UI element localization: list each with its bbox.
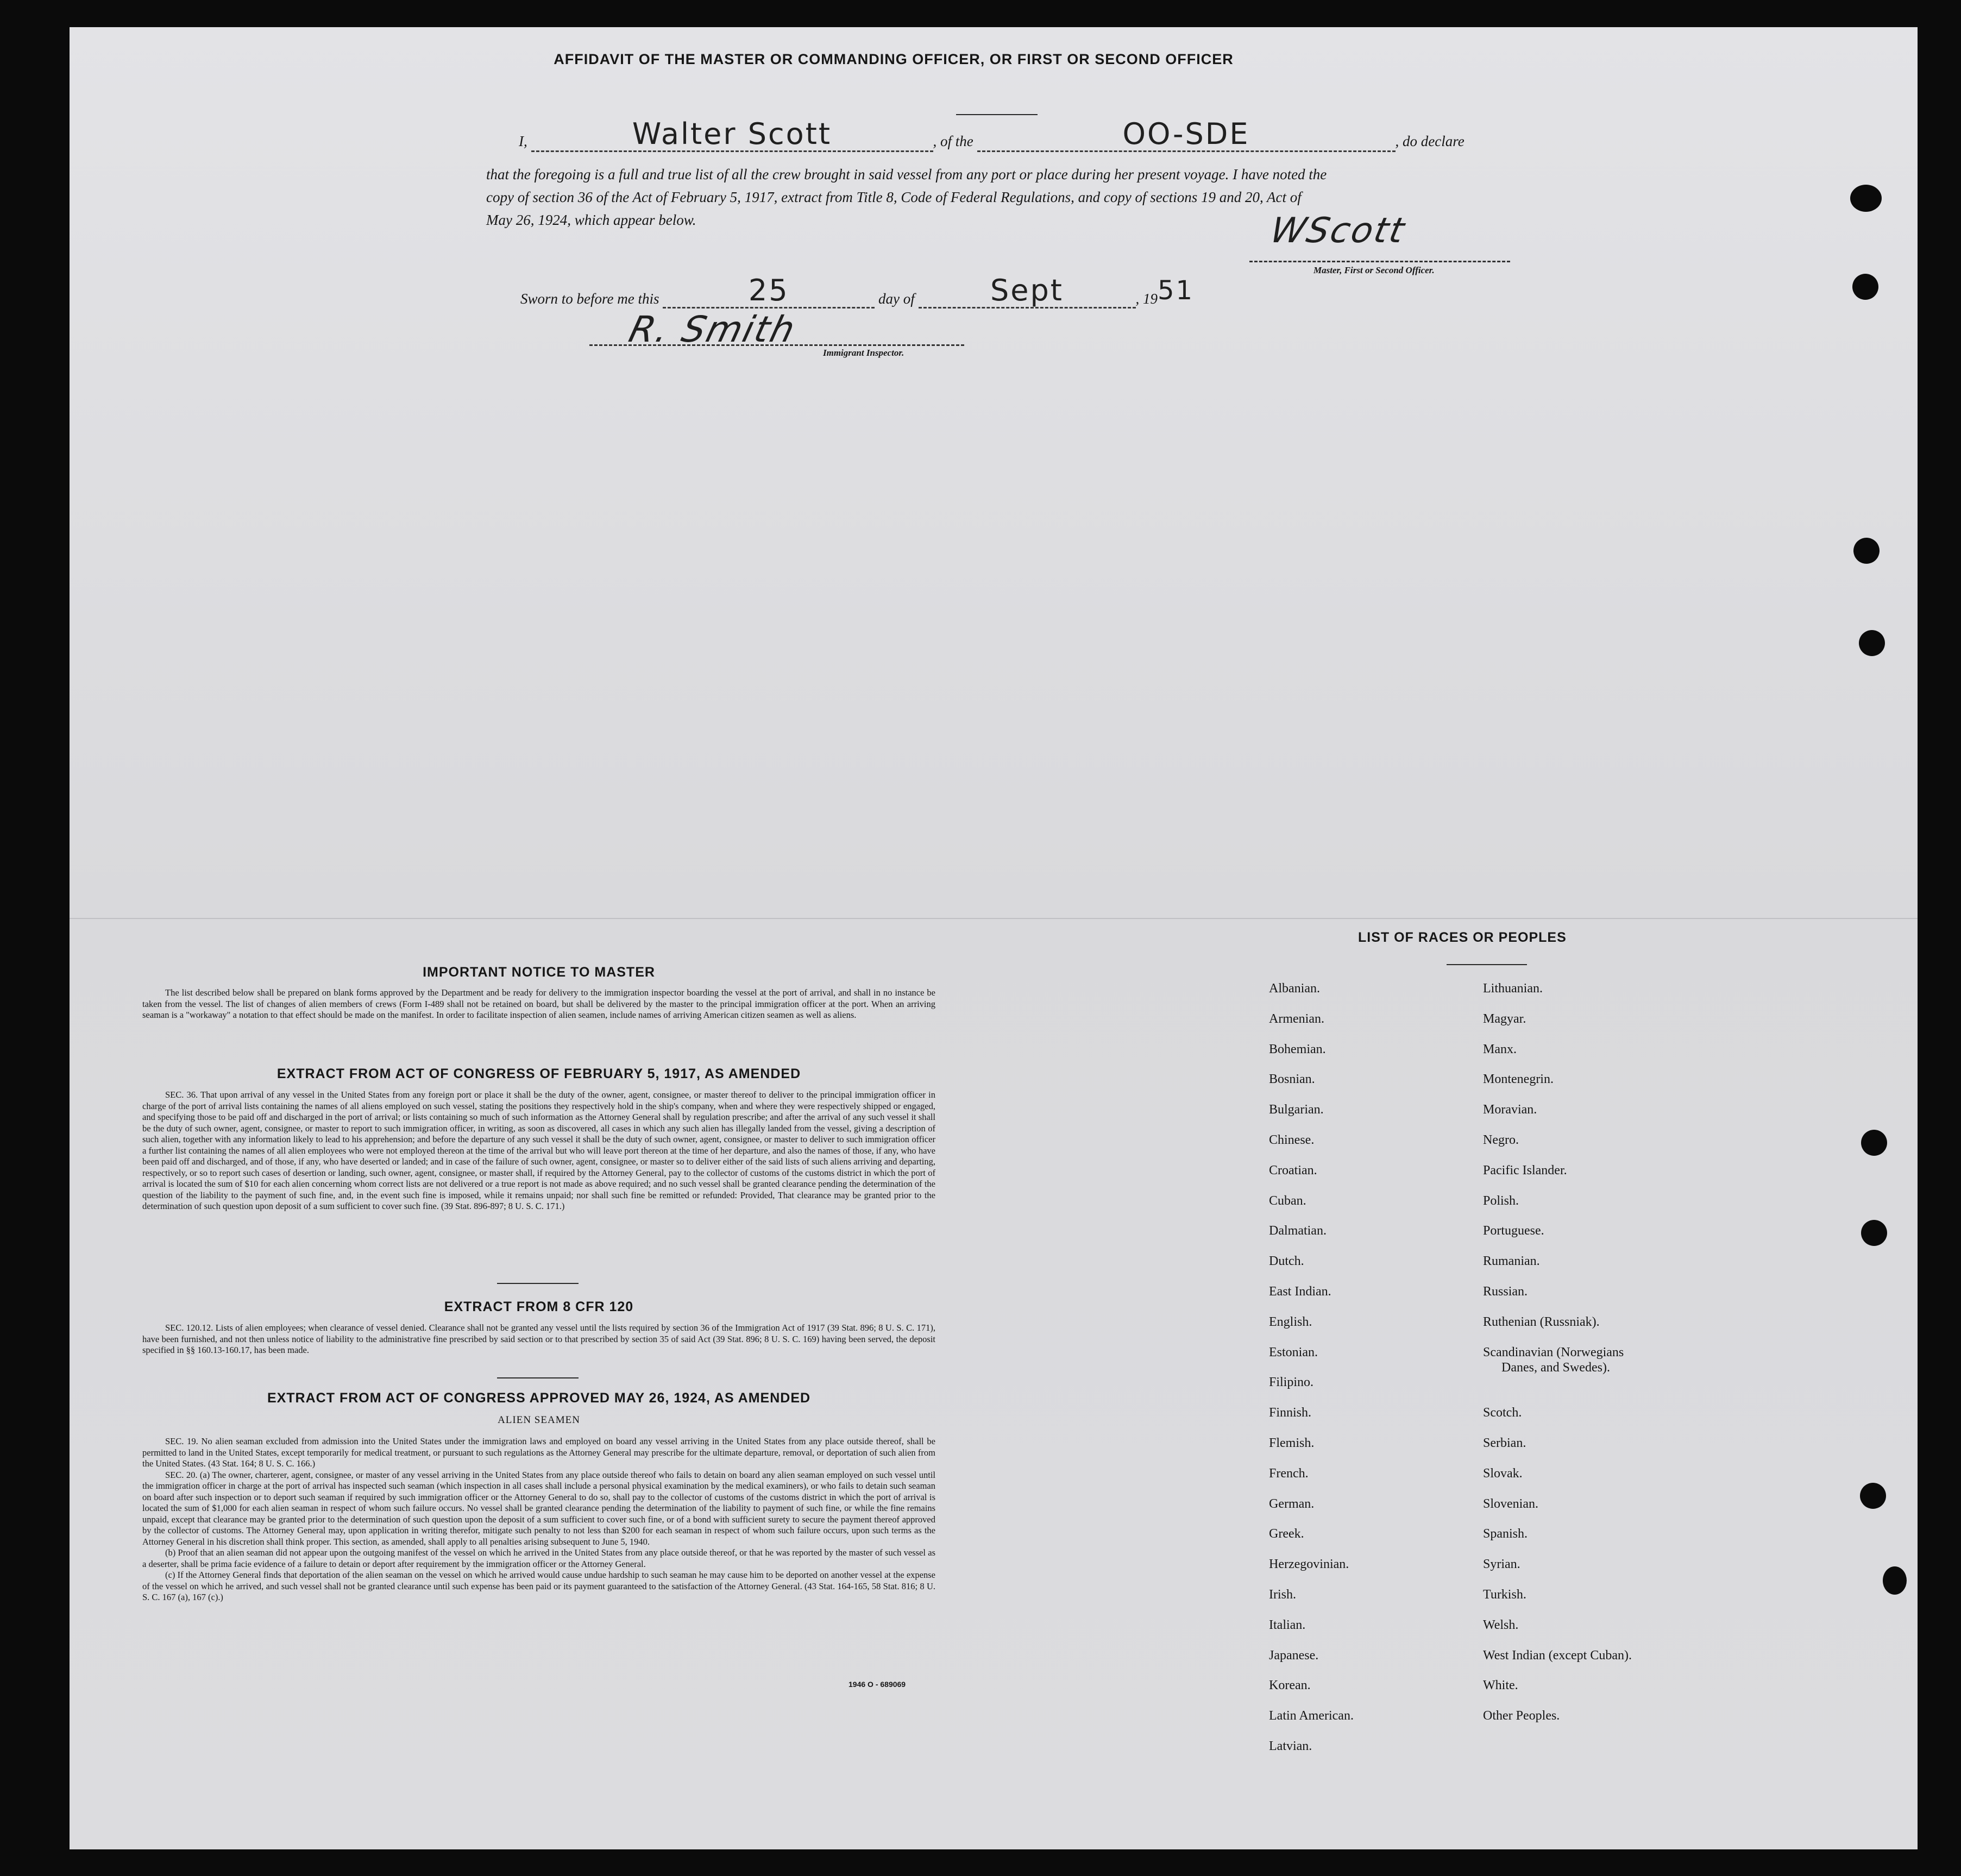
punch-hole bbox=[1860, 1483, 1886, 1509]
punch-hole bbox=[1852, 274, 1878, 300]
title-rule bbox=[956, 114, 1038, 115]
inspector-signature-line bbox=[589, 344, 964, 347]
punch-hole bbox=[1883, 1566, 1907, 1595]
race-item: Korean. bbox=[1269, 1678, 1311, 1693]
race-item: German. bbox=[1269, 1496, 1315, 1511]
of-the-label: , of the bbox=[933, 133, 973, 149]
race-item: Russian. bbox=[1483, 1285, 1528, 1299]
extract-1924-text bbox=[142, 1436, 935, 1603]
do-declare-label: , do declare bbox=[1395, 133, 1465, 149]
notice-text: The list described below shall be prepared on blank forms approved by the Department and be ready for delivery to the immigration inspector boarding the vessel at the port of arrival, and shall in no instance be taken from the vessel. The list of changes of alien members of crews (Form I-489 shall not be retained on board, but shall be delivered by the master to the principal immigration officer at the port. When an arriving seaman is a "workaway" a notation to that effect should be made on the manifest. In order to facilitate inspection of alien seamen, include names of arriving American citizen seamen as well as aliens. bbox=[142, 987, 935, 1020]
master-signature: WScott bbox=[1267, 211, 1410, 251]
races-title-rule bbox=[1447, 964, 1527, 965]
declaration-line bbox=[519, 117, 1518, 158]
notice-title: IMPORTANT NOTICE TO MASTER bbox=[423, 965, 655, 980]
master-signature-caption: Master, First or Second Officer. bbox=[1313, 265, 1435, 275]
race-item: Manx. bbox=[1483, 1042, 1517, 1056]
master-name-field bbox=[531, 117, 933, 152]
race-item: Dalmatian. bbox=[1269, 1224, 1327, 1238]
day-of-label: day of bbox=[878, 291, 915, 307]
races-title: LIST OF RACES OR PEOPLES bbox=[1358, 930, 1567, 945]
race-item: Italian. bbox=[1269, 1617, 1306, 1632]
race-item: West Indian (except Cuban). bbox=[1483, 1648, 1632, 1663]
section-rule-1 bbox=[497, 1283, 579, 1284]
race-item: Welsh. bbox=[1483, 1617, 1519, 1632]
section-rule-2 bbox=[497, 1377, 579, 1378]
year-prefix: , 19 bbox=[1135, 291, 1158, 307]
punch-hole bbox=[1861, 1130, 1887, 1156]
affidavit-title: AFFIDAVIT OF THE MASTER OR COMMANDING OFFICER, OR FIRST OR SECOND OFFICER bbox=[554, 51, 1234, 67]
print-code: 1946 O - 689069 bbox=[848, 1680, 906, 1689]
race-item: Slovenian. bbox=[1483, 1496, 1538, 1511]
sworn-line bbox=[520, 273, 1281, 312]
fold-line bbox=[70, 918, 1918, 919]
race-item: Finnish. bbox=[1269, 1406, 1312, 1420]
race-item: Montenegrin. bbox=[1483, 1072, 1554, 1087]
race-item: Herzegovinian. bbox=[1269, 1557, 1349, 1572]
punch-hole bbox=[1850, 185, 1882, 212]
extract-1917-title: EXTRACT FROM ACT OF CONGRESS OF FEBRUARY 5, 1917, AS AMENDED bbox=[276, 1066, 801, 1081]
race-item: Pacific Islander. bbox=[1483, 1163, 1567, 1178]
race-item: Portuguese. bbox=[1483, 1224, 1544, 1238]
alien-seamen-subtitle: ALIEN SEAMEN bbox=[498, 1414, 580, 1426]
inspector-signature: R. Smith bbox=[625, 309, 801, 350]
declaration-line-1: that the foregoing is a full and true list of all the crew brought in said vessel from any port or place during her present voyage. I have noted the bbox=[486, 166, 1327, 182]
race-item: Estonian. bbox=[1269, 1345, 1318, 1359]
punch-hole bbox=[1861, 1220, 1887, 1246]
race-item: Danes, and Swedes). bbox=[1501, 1360, 1610, 1375]
punch-hole bbox=[1859, 630, 1885, 656]
race-item: Turkish. bbox=[1483, 1588, 1526, 1602]
race-item: Filipino. bbox=[1269, 1375, 1314, 1390]
race-item: Moravian. bbox=[1483, 1103, 1537, 1117]
vessel-handwritten: OO-SDE bbox=[1122, 117, 1250, 151]
race-item: Armenian. bbox=[1269, 1011, 1324, 1026]
sec-19-paragraph: SEC. 19. No alien seaman excluded from admission into the United States under the immigration laws and employed on board any vessel arriving in the United States from any place outside thereof, shall be permitted to land in the United States, except temporarily for medical treatment, or pursuant to such regulations as the Attorney General may prescribe for the ultimate departure, removal, or deportation of such alien from the United States. (43 Stat. 164; 8 U. S. C. 166.) bbox=[142, 1436, 935, 1469]
race-item: Chinese. bbox=[1269, 1133, 1315, 1147]
race-item: Syrian. bbox=[1483, 1557, 1520, 1572]
vessel-field bbox=[977, 117, 1396, 152]
sec-20b-paragraph: (b) Proof that an alien seaman did not appear upon the outgoing manifest of the vessel on which he arrived in the United States from any place outside thereof, or that he was reported by the master of such vessel as a deserter, shall be prima facie evidence of a failure to detain or deport after requirement by the immigration officer or the Attorney General. bbox=[142, 1547, 935, 1569]
race-item: French. bbox=[1269, 1466, 1309, 1481]
race-item: Croatian. bbox=[1269, 1163, 1317, 1178]
sworn-month-handwritten: Sept bbox=[990, 273, 1064, 307]
race-item: East Indian. bbox=[1269, 1285, 1331, 1299]
race-item: Latin American. bbox=[1269, 1709, 1354, 1723]
race-item: Scandinavian (Norwegians bbox=[1483, 1345, 1624, 1359]
race-item: Spanish. bbox=[1483, 1527, 1528, 1541]
race-item: Magyar. bbox=[1483, 1011, 1526, 1026]
race-item: Irish. bbox=[1269, 1588, 1296, 1602]
master-signature-line bbox=[1249, 261, 1510, 263]
extract-1924-title: EXTRACT FROM ACT OF CONGRESS APPROVED MAY 26, 1924, AS AMENDED bbox=[267, 1390, 811, 1406]
sworn-label: Sworn to before me this bbox=[520, 291, 659, 307]
race-item: Ruthenian (Russniak). bbox=[1483, 1314, 1600, 1329]
sworn-month-field bbox=[919, 273, 1136, 309]
race-item: Other Peoples. bbox=[1483, 1709, 1560, 1723]
race-item: Japanese. bbox=[1269, 1648, 1319, 1663]
race-item: Greek. bbox=[1269, 1527, 1304, 1541]
race-item: Lithuanian. bbox=[1483, 981, 1543, 996]
race-item: English. bbox=[1269, 1314, 1312, 1329]
race-item: Scotch. bbox=[1483, 1406, 1522, 1420]
race-item: Rumanian. bbox=[1483, 1254, 1540, 1269]
declaration-line-2: copy of section 36 of the Act of February 5, 1917, extract from Title 8, Code of Federal Regulations, and copy of sections 19 and 20, Act of bbox=[486, 189, 1302, 205]
master-name-handwritten: Walter Scott bbox=[632, 117, 832, 151]
extract-cfr-text: SEC. 120.12. Lists of alien employees; when clearance of vessel denied. Clearance shall not be granted any vessel until the lists required by section 36 of the Immigration Act of 1917 (39 Stat. 896; 8 U. S. C. 171), have been furnished, and not then unless notice of liability to the administrative fine prescribed by said section or to that prescribed by section 35 of said Act (39 Stat. 896; 8 U. S. C. 169) having been served, the deposit specified in §§ 160.13-160.17, has been made. bbox=[142, 1323, 935, 1355]
race-item: Serbian. bbox=[1483, 1436, 1526, 1450]
i-label: I, bbox=[519, 133, 527, 149]
race-item: Dutch. bbox=[1269, 1254, 1304, 1269]
extract-cfr-title: EXTRACT FROM 8 CFR 120 bbox=[444, 1299, 634, 1314]
race-item: Bohemian. bbox=[1269, 1042, 1326, 1056]
race-item: Bosnian. bbox=[1269, 1072, 1315, 1087]
race-item: Albanian. bbox=[1269, 981, 1320, 996]
sec-20a-paragraph: SEC. 20. (a) The owner, charterer, agent, consignee, or master of any vessel arriving in the United States from any place outside thereof who fails to detain on board any alien seaman employed on such vessel until the immigration officer in charge at the port of arrival has inspected such seaman (which inspection in all cases shall include a personal physical examination by the medical examiners), or who fails to detain such seaman on board after such inspection or to deport such seaman if required by such immigration officer or the Attorney General to do so, shall pay to the collector of customs of the customs district in which the port of arrival is located the sum of $1,000 for each alien seaman in respect of whom such failure occurs. No vessel shall be granted clearance pending the determination of the liability to payment of such fine, or while the fine remains unpaid, except that clearance may be granted prior to the determination of such question upon the deposit of a sum sufficient to cover such fine, or of a bond with sufficient surety to secure the payment thereof approved by the collector of customs. The Attorney General may, upon application in writing therefor, mitigate such penalty to not less than $200 for each seaman in respect of whom such failure occurs, upon such terms as the Attorney General in his discretion shall think proper. This section, as amended, shall apply to all penalties arising subsequent to June 5, 1940. bbox=[142, 1469, 935, 1547]
race-item: White. bbox=[1483, 1678, 1518, 1693]
inspector-caption: Immigrant Inspector. bbox=[823, 348, 904, 358]
race-item: Polish. bbox=[1483, 1193, 1519, 1208]
sworn-year-handwritten: 51 bbox=[1158, 275, 1195, 306]
sworn-day-handwritten: 25 bbox=[748, 273, 789, 307]
race-item: Flemish. bbox=[1269, 1436, 1315, 1450]
race-item: Slovak. bbox=[1483, 1466, 1523, 1481]
extract-1917-text: SEC. 36. That upon arrival of any vessel in the United States from any foreign port or place it shall be the duty of the owner, agent, consignee, or master thereof to deliver to the principal immigration officer in charge of the port of arrival lists containing the names of all aliens employed on such vessel, stating the positions they respectively hold in the ship's company, when and where they were respectively shipped or engaged, and specifying those to be paid off and discharged in the port of arrival; or lists containing so much of such information as the Attorney General shall by regulation prescribe; and after the arrival of any such vessel it shall be the duty of such owner, agent, consignee, or master to report to such immigration officer, in writing, as soon as discovered, all cases in which any such alien has illegally landed from the vessel, giving a description of such alien, together with any information likely to lead to his apprehension; and before the departure of any such vessel it shall be the duty of such owner, agent, consignee, or master to deliver to such immigration officer a further list containing the names of all alien employees who were not employed thereon at the time of the arrival but who will leave port thereon at the time of her departure, and also the names of those, if any, who have been paid off and discharged, and of those, if any, who have deserted or landed; and in case of the failure of such owner, agent, consignee, or master so to deliver either of the said lists of such aliens arriving and departing, respectively, or so to report such cases of desertion or landing, such owner, agent, consignee, or master shall, if required by the Attorney General, pay to the collector of customs of the customs district in which the port of arrival is located the sum of $10 for each alien concerning whom correct lists are not delivered or a true report is not made as above required; and no such vessel shall be granted clearance pending the determination of the question of the liability to the payment of such fine, and, in the event such fine is imposed, while it remains unpaid; nor shall such fine be remitted or refunded: Provided, That clearance may be granted prior to the determination of such question upon deposit of a sum sufficient to cover such fine. (39 Stat. 896-897; 8 U. S. C. 171.) bbox=[142, 1090, 935, 1211]
race-item: Latvian. bbox=[1269, 1739, 1312, 1753]
declaration-line-3: May 26, 1924, which appear below. bbox=[486, 212, 696, 228]
sworn-day-field bbox=[663, 273, 875, 309]
race-item: Negro. bbox=[1483, 1133, 1519, 1147]
race-item: Cuban. bbox=[1269, 1193, 1306, 1208]
punch-hole bbox=[1853, 538, 1880, 564]
race-item: Bulgarian. bbox=[1269, 1103, 1324, 1117]
sec-20c-paragraph: (c) If the Attorney General finds that deportation of the alien seaman on the vessel on which he arrived would cause undue hardship to such seaman he may cause him to be deported on another vessel at the expense of the vessel on which he arrived, and such vessel shall not be granted clearance until such expense has been paid or its payment guaranteed to the satisfaction of the Attorney General. (43 Stat. 164-165, 58 Stat. 816; 8 U. S. C. 167 (a), 167 (c).) bbox=[142, 1570, 935, 1602]
